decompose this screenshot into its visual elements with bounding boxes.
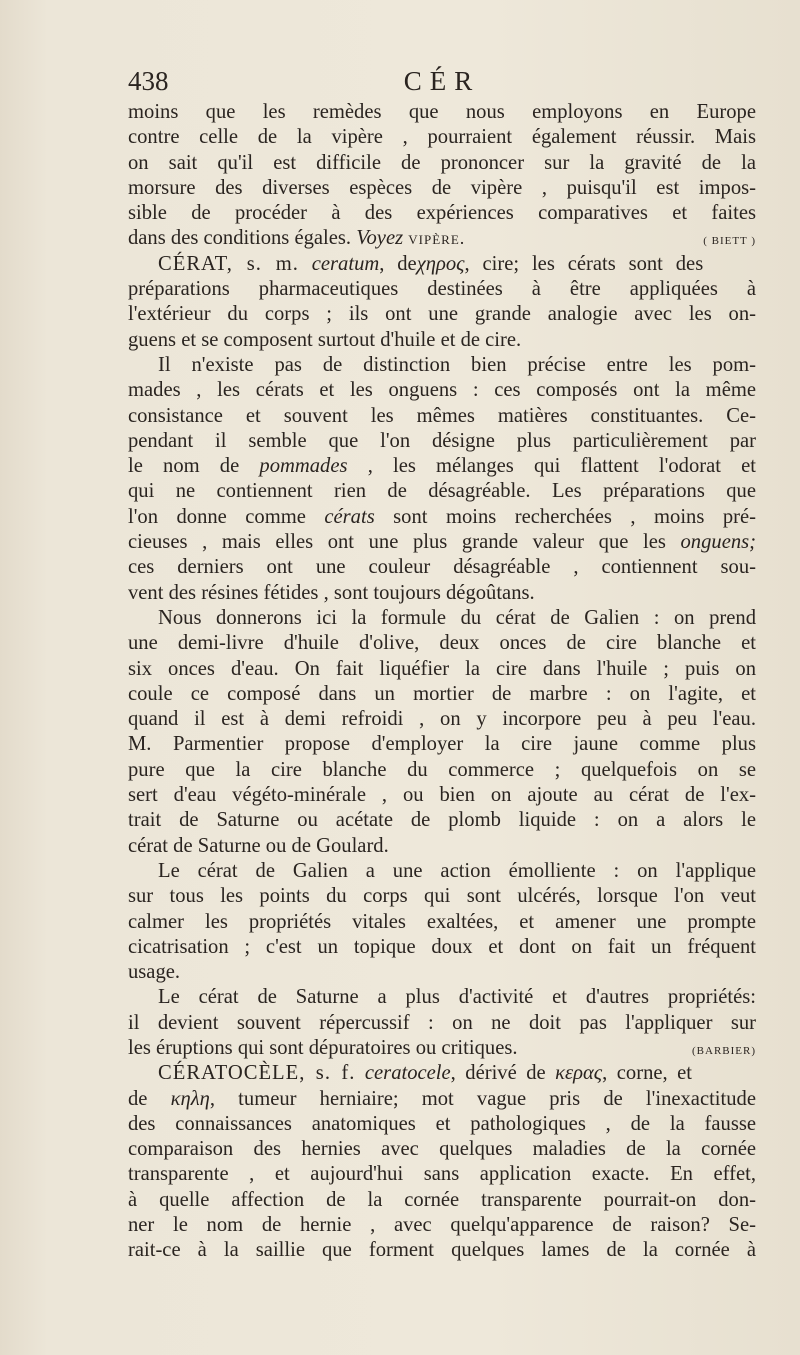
text-line: il devient souvent répercussif : on ne doit pas l'appliquer sur bbox=[128, 1011, 756, 1034]
text-line: préparations pharmaceutiques destinées à être appliquées à bbox=[128, 278, 756, 301]
text-line: quand il est à demi refroidi , on y incorpore peu à peu l'eau. bbox=[128, 708, 756, 731]
see-also-link-label: Voyez bbox=[356, 227, 404, 250]
text-line: moins que les remèdes que nous employons en Europe bbox=[128, 101, 756, 123]
text-line: M. Parmentier propose d'employer la cire jaune comme plus bbox=[128, 733, 756, 756]
text-line: comparaison des hernies avec quelques maladies de la cornée bbox=[128, 1138, 756, 1161]
entry-heading-ceratocele: CÉRATOCÈLE, s. f. ceratocele, dérivé de κερας, corne, et bbox=[158, 1062, 692, 1085]
text-line: dans des conditions égales. Voyez vipère. ( BIETT ) bbox=[128, 226, 756, 251]
text-line: le nom de pommades , les mélanges qui flattent l'odorat et bbox=[128, 455, 756, 478]
text-line: trait de Saturne ou acétate de plomb liquide : on a alors le bbox=[128, 809, 756, 832]
text-line: l'on donne comme cérats sont moins recherchées , moins pré- bbox=[128, 505, 756, 528]
text-line: sur tous les points du corps qui sont ulcérés, lorsque l'on veut bbox=[128, 885, 756, 908]
text-line: guens et se composent surtout d'huile et de cire. bbox=[128, 328, 522, 351]
entry-heading-cerat: CÉRAT, s. m. ceratum, deχηρος, cire; les cérats sont des bbox=[158, 252, 704, 275]
text-line: on sait qu'il est difficile de prononcer sur la gravité de la bbox=[128, 151, 756, 174]
text-line: Nous donnerons ici la formule du cérat de Galien : on prend bbox=[158, 606, 756, 629]
author-signature-biett: ( BIETT ) bbox=[703, 235, 756, 248]
text-line: sible de procéder à des expériences comparatives et faites bbox=[128, 202, 756, 225]
text-line: à quelle affection de la cornée transparente pourrait-on don- bbox=[128, 1188, 756, 1211]
text-line: cieuses , mais elles ont une plus grande valeur que les onguens; bbox=[128, 531, 756, 554]
text-line: Il n'existe pas de distinction bien précise entre les pom- bbox=[158, 353, 756, 376]
text-line: pure que la cire blanche du commerce ; quelquefois on se bbox=[128, 758, 756, 781]
text-line: les éruptions qui sont dépuratoires ou critiques. (BARBIER) bbox=[128, 1036, 756, 1061]
running-head: CÉR bbox=[403, 66, 481, 96]
text-line: des connaissances anatomiques et pathologiques , de la fausse bbox=[128, 1112, 756, 1135]
page-number: 438 bbox=[128, 66, 169, 96]
text-line: calmer les propriétés vitales exaltées, et amener une prompte bbox=[128, 910, 756, 933]
text-line: pendant il semble que l'on désigne plus particulièrement par bbox=[128, 429, 756, 452]
text-line: de κηλη, tumeur herniaire; mot vague pris de l'inexactitude bbox=[128, 1087, 756, 1110]
text-line: ces derniers ont une couleur désagréable , contiennent sou- bbox=[128, 556, 756, 579]
text-line: l'extérieur du corps ; ils ont une grande analogie avec les on- bbox=[128, 303, 756, 326]
text-line: vent des résines fétides , sont toujours dégoûtans. bbox=[128, 581, 535, 604]
article-text bbox=[128, 100, 756, 1264]
cross-reference-vipere: vipère. bbox=[408, 228, 466, 249]
text-line: transparente , et aujourd'hui sans application exacte. En effet, bbox=[128, 1163, 756, 1186]
text-line: cicatrisation ; c'est un topique doux et dont on fait un fréquent bbox=[128, 935, 756, 958]
text-line: six onces d'eau. On fait liquéfier la cire dans l'huile ; puis on bbox=[128, 657, 756, 680]
text-line: qui ne contiennent rien de désagréable. Les préparations que bbox=[128, 480, 756, 503]
text-line: consistance et souvent les mêmes matières constituantes. Ce- bbox=[128, 404, 756, 427]
text-line: rait-ce à la saillie que forment quelques lames de la cornée à bbox=[128, 1239, 756, 1262]
author-signature-barbier: (BARBIER) bbox=[692, 1044, 756, 1057]
text-line: cérat de Saturne ou de Goulard. bbox=[128, 834, 389, 857]
text-line: contre celle de la vipère , pourraient également réussir. Mais bbox=[128, 126, 756, 149]
text-line: sert d'eau végéto-minérale , ou bien on ajoute au cérat de l'ex- bbox=[128, 784, 756, 807]
text-line: ner le nom de hernie , avec quelqu'apparence de raison? Se- bbox=[128, 1214, 756, 1237]
text-line: une demi-livre d'huile d'olive, deux onces de cire blanche et bbox=[128, 632, 756, 655]
text-line: Le cérat de Galien a une action émolliente : on l'applique bbox=[158, 859, 756, 882]
text-line: mades , les cérats et les onguens : ces composés ont la même bbox=[128, 379, 756, 402]
text-line: morsure des diverses espèces de vipère , puisqu'il est impos- bbox=[128, 176, 756, 199]
text-line: usage. bbox=[128, 961, 181, 984]
text-line: coule ce composé dans un mortier de marbre : on l'agite, et bbox=[128, 682, 756, 705]
text-line: Le cérat de Saturne a plus d'activité et d'autres propriétés: bbox=[158, 986, 756, 1009]
